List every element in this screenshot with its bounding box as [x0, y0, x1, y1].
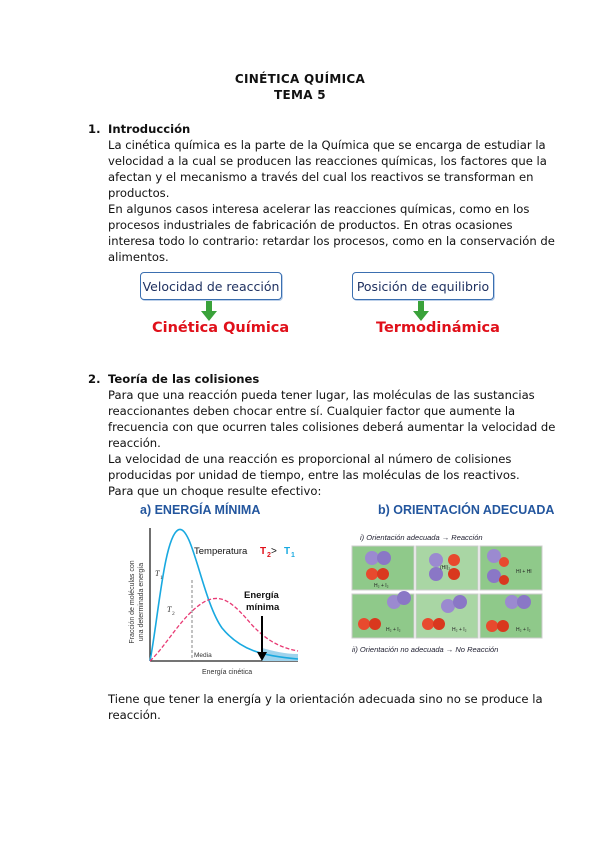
section-2-heading	[88, 372, 259, 386]
curve-label-t2: T	[167, 605, 172, 614]
energy-label-1: Energía	[244, 590, 279, 601]
document-subtitle: TEMA 5	[274, 88, 326, 102]
text-line: La velocidad de una reacción es proporcional al número de colisiones	[108, 452, 512, 466]
conclusion-paragraph	[108, 691, 543, 723]
label-hihi: HI + HI	[516, 569, 532, 575]
curve-label-t1-sub: 1	[160, 575, 163, 581]
orientation-figure	[348, 530, 550, 658]
label-h2i2-b: H₂ + I₂	[386, 627, 401, 633]
caption-bottom: ii) Orientación no adecuada → No Reacción	[352, 645, 499, 654]
document-title: CINÉTICA QUÍMICA	[234, 72, 366, 86]
legend-text: Temperatura	[194, 546, 248, 557]
text-line: Para que un choque resulte efectivo:	[108, 484, 322, 498]
mean-label: Media	[194, 652, 212, 659]
text-line: Tiene que tener la energía y la orientación adecuada sino no se produce la	[108, 692, 543, 706]
label-h2i2-c: H₂ + I₂	[452, 627, 467, 633]
equilibrio-box: Posición de equilibrio	[352, 272, 494, 300]
row-adequate	[352, 546, 542, 590]
text-line: alimentos.	[108, 250, 169, 264]
text-line: frecuencia con que ocurren tales colisiones deberá aumentar la velocidad de	[108, 420, 556, 434]
velocidad-box: Velocidad de reacción	[140, 272, 282, 300]
curve-label-t1: T	[155, 569, 160, 578]
section-2-paragraph	[108, 387, 556, 499]
legend-gt: >	[271, 546, 277, 557]
y-axis-label-2: una determinada energía	[138, 562, 145, 642]
down-arrow-icon	[201, 301, 217, 321]
x-axis-label: Energía cinética	[202, 669, 253, 676]
text-line: La cinética química es la parte de la Química que se encarga de estudiar la	[108, 138, 546, 152]
energy-label-2: mínima	[246, 602, 280, 613]
text-line: velocidad a la cual se producen las reacciones químicas, los factores que la	[108, 154, 547, 168]
text-line: En algunos casos interesa acelerar las reacciones químicas, como en los	[108, 202, 530, 216]
section-1-paragraph	[108, 137, 555, 265]
curve-label-t2-sub: 2	[172, 611, 175, 617]
label-h2i2-d: H₂ + I₂	[516, 627, 531, 633]
text-line: reaccionantes deben chocar entre sí. Cualquier factor que aumente la	[108, 404, 516, 418]
legend-t2: T	[260, 546, 267, 557]
section-1-number: 1.	[88, 122, 101, 136]
text-line: producidas por unidad de tiempo, entre las moléculas de los reactivos.	[108, 468, 520, 482]
y-axis-label-1: Fracción de moléculas con	[129, 560, 136, 644]
text-line: interesa todo lo contrario: retardar los procesos, como en la conservación de	[108, 234, 555, 248]
text-line: reacción.	[108, 708, 161, 722]
cinetica-result: Cinética Química	[152, 320, 290, 336]
text-line: procesos industriales de fabricación de productos. En otras ocasiones	[108, 218, 513, 232]
figure-a-title: a) ENERGÍA MÍNIMA	[140, 503, 261, 517]
section-1-heading	[88, 122, 190, 136]
label-h2i2: H₂ + I₂	[374, 583, 389, 589]
section-2-number: 2.	[88, 372, 101, 386]
caption-top: i) Orientación adecuada → Reacción	[360, 533, 483, 542]
section-1-title: Introducción	[108, 122, 191, 136]
legend-t1: T	[284, 546, 291, 557]
label-hi2: (HI)₂	[440, 565, 451, 571]
legend-t1-sub: 1	[291, 552, 295, 559]
figure-b-title: b) ORIENTACIÓN ADECUADA	[378, 503, 555, 517]
down-arrow-icon	[413, 301, 429, 321]
section-2-title: Teoría de las colisiones	[108, 372, 260, 386]
termodinamica-result: Termodinámica	[376, 320, 500, 336]
row-not-adequate	[352, 591, 542, 638]
text-line: Para que una reacción pueda tener lugar, las moléculas de las sustancias	[108, 388, 535, 402]
text-line: reacción.	[108, 436, 161, 450]
text-line: productos.	[108, 186, 170, 200]
text-line: afectan y el mecanismo a través del cual los reactivos se transforman en	[108, 170, 534, 184]
energy-distribution-figure	[122, 520, 304, 680]
legend-t2-sub: 2	[267, 552, 271, 559]
